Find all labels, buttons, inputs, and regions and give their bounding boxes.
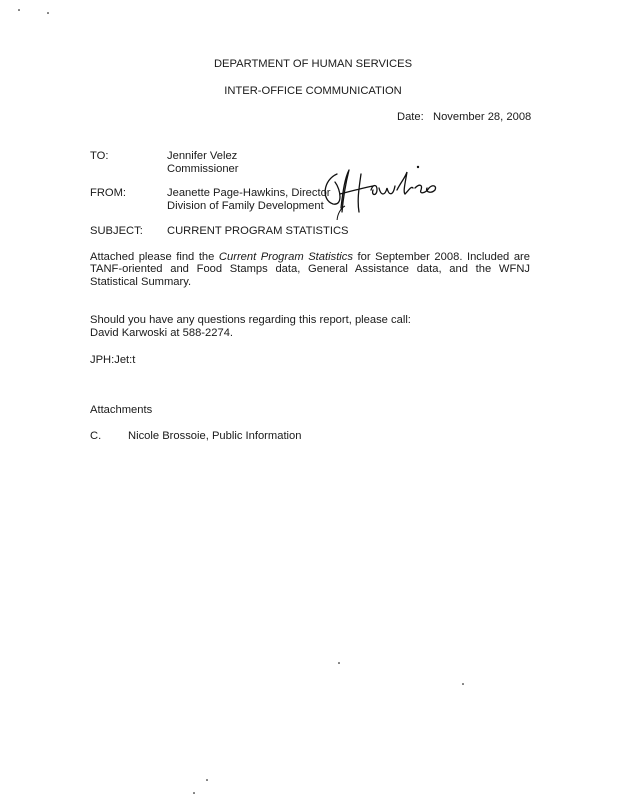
memo-type-heading: INTER-OFFICE COMMUNICATION xyxy=(224,85,402,97)
to-label: TO: xyxy=(90,150,109,162)
cc-label: C. xyxy=(90,430,102,442)
from-division: Division of Family Development xyxy=(167,200,324,212)
to-name: Jennifer Velez xyxy=(167,150,238,162)
to-title: Commissioner xyxy=(167,163,239,175)
department-heading: DEPARTMENT OF HUMAN SERVICES xyxy=(213,58,413,70)
date-value: November 28, 2008 xyxy=(433,111,532,123)
scan-speck xyxy=(338,662,340,664)
body-p1-emphasis: Current Program Statistics xyxy=(218,251,353,263)
scan-speck xyxy=(193,792,195,794)
body-p2-line1: Should you have any questions regarding this report, please call: xyxy=(90,314,411,326)
body-p1-suffix: for September 2008. Included are TANF-oriented and Food Stamps data, General Assistance data, and the WFNJ Statistical Summary. xyxy=(90,251,530,288)
body-p2-line2: David Karwoski at 588-2274. xyxy=(90,327,234,339)
attachments-label: Attachments xyxy=(90,404,153,416)
handwritten-signature xyxy=(315,160,445,220)
from-name: Jeanette Page-Hawkins, Director xyxy=(167,187,331,199)
date-label: Date: xyxy=(397,111,424,123)
subject-value: CURRENT PROGRAM STATISTICS xyxy=(167,225,349,237)
body-paragraph-1 xyxy=(90,251,530,288)
scan-speck xyxy=(206,779,208,781)
scan-speck xyxy=(47,12,49,14)
body-p1-prefix: Attached please find the xyxy=(90,251,219,263)
subject-label: SUBJECT: xyxy=(90,225,143,237)
scan-speck xyxy=(462,683,464,685)
initials: JPH:Jet:t xyxy=(90,354,136,366)
scan-speck xyxy=(18,9,20,11)
cc-value: Nicole Brossoie, Public Information xyxy=(128,430,302,442)
from-label: FROM: xyxy=(90,187,127,199)
